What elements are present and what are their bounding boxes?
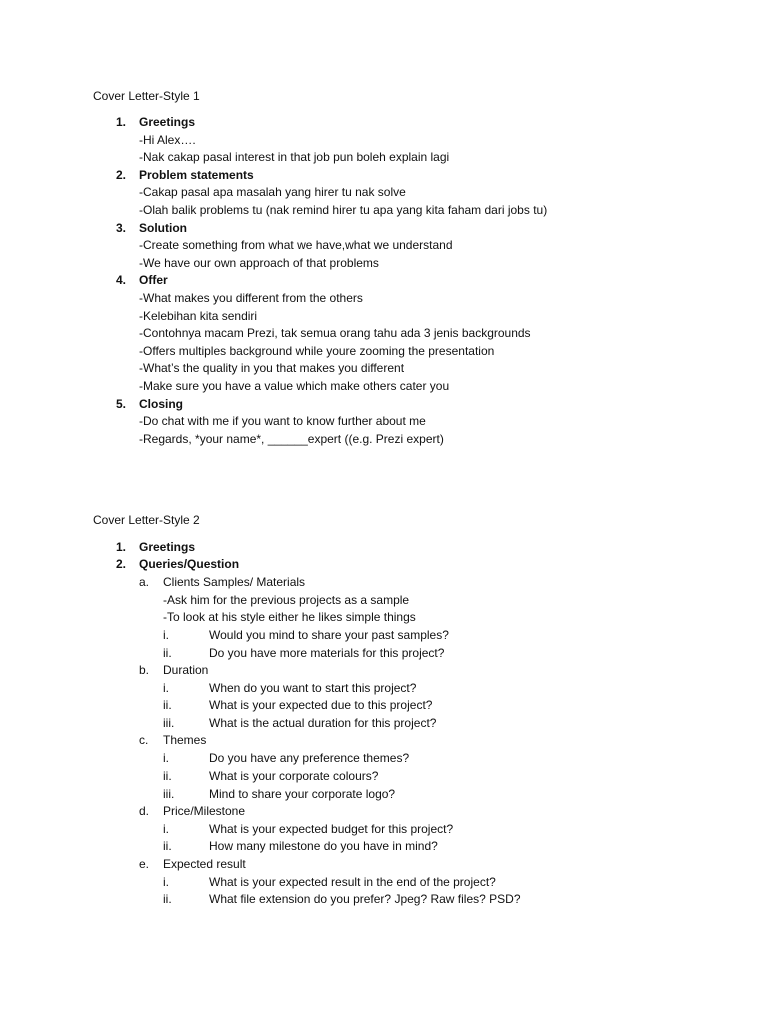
section-letter: b. xyxy=(139,663,150,677)
style1-point: -Kelebihan kita sendiri xyxy=(139,309,258,323)
style1-item-number: 3. xyxy=(116,221,127,235)
question-text: When do you want to start this project? xyxy=(209,681,417,695)
question-text: Do you have any preference themes? xyxy=(209,751,410,765)
section-letter: d. xyxy=(139,804,150,818)
question-number: ii. xyxy=(163,892,172,906)
question-number: i. xyxy=(163,822,169,836)
style1-point: -Do chat with me if you want to know further about me xyxy=(139,414,426,428)
style1-point: -We have our own approach of that problems xyxy=(139,256,379,270)
question-text: What is your corporate colours? xyxy=(209,769,379,783)
style1-point: -Contohnya macam Prezi, tak semua orang tahu ada 3 jenis backgrounds xyxy=(139,326,531,340)
style1-item-number: 4. xyxy=(116,273,127,287)
style1-point: -Cakap pasal apa masalah yang hirer tu nak solve xyxy=(139,185,406,199)
question-text: Do you have more materials for this project? xyxy=(209,646,445,660)
style2-title: Cover Letter-Style 2 xyxy=(93,513,200,527)
style1-point: -Make sure you have a value which make others cater you xyxy=(139,379,450,393)
style1-item-label: Closing xyxy=(139,397,183,411)
section-note: -To look at his style either he likes simple things xyxy=(163,610,416,624)
question-number: i. xyxy=(163,751,169,765)
question-number: iii. xyxy=(163,716,175,730)
question-text: Would you mind to share your past samples? xyxy=(209,628,449,642)
style1-item-number: 5. xyxy=(116,397,127,411)
section-label: Price/Milestone xyxy=(163,804,246,818)
question-number: i. xyxy=(163,681,169,695)
style2-item-label: Queries/Question xyxy=(139,557,240,571)
question-text: What is your expected budget for this project? xyxy=(209,822,454,836)
style1-point: -Create something from what we have,what we understand xyxy=(139,238,453,252)
style2-item-label: Greetings xyxy=(139,540,196,554)
question-number: i. xyxy=(163,628,169,642)
question-number: ii. xyxy=(163,698,172,712)
style1-item-label: Problem statements xyxy=(139,168,254,182)
style1-item-number: 1. xyxy=(116,115,127,129)
section-label: Expected result xyxy=(163,857,246,871)
question-text: What is your expected result in the end of the project? xyxy=(209,875,496,889)
style2-item-number: 2. xyxy=(116,557,127,571)
style1-item-number: 2. xyxy=(116,168,127,182)
question-text: What file extension do you prefer? Jpeg? Raw files? PSD? xyxy=(209,892,521,906)
section-note: -Ask him for the previous projects as a sample xyxy=(163,593,410,607)
section-letter: a. xyxy=(139,575,150,589)
style1-title: Cover Letter-Style 1 xyxy=(93,89,200,103)
style2-item-number: 1. xyxy=(116,540,127,554)
question-text: What is your expected due to this project? xyxy=(209,698,433,712)
section-letter: e. xyxy=(139,857,150,871)
style1-point: -What makes you different from the others xyxy=(139,291,363,305)
section-label: Clients Samples/ Materials xyxy=(163,575,306,589)
question-number: ii. xyxy=(163,769,172,783)
style1-item-label: Offer xyxy=(139,273,168,287)
section-letter: c. xyxy=(139,733,149,747)
style1-point: -Regards, *your name*, ______expert ((e.g. Prezi expert) xyxy=(139,432,444,446)
style1-point: -Hi Alex…. xyxy=(139,133,196,147)
style1-item-label: Solution xyxy=(139,221,187,235)
question-number: ii. xyxy=(163,839,172,853)
question-text: Mind to share your corporate logo? xyxy=(209,787,396,801)
style1-point: -What’s the quality in you that makes you different xyxy=(139,361,405,375)
question-number: iii. xyxy=(163,787,175,801)
style1-point: -Nak cakap pasal interest in that job pun boleh explain lagi xyxy=(139,150,450,164)
style1-point: -Olah balik problems tu (nak remind hirer tu apa yang kita faham dari jobs tu) xyxy=(139,203,548,217)
question-text: What is the actual duration for this project? xyxy=(209,716,437,730)
style1-point: -Offers multiples background while youre zooming the presentation xyxy=(139,344,495,358)
style1-item-label: Greetings xyxy=(139,115,196,129)
question-text: How many milestone do you have in mind? xyxy=(209,839,438,853)
question-number: ii. xyxy=(163,646,172,660)
section-label: Themes xyxy=(163,733,207,747)
question-number: i. xyxy=(163,875,169,889)
section-label: Duration xyxy=(163,663,209,677)
